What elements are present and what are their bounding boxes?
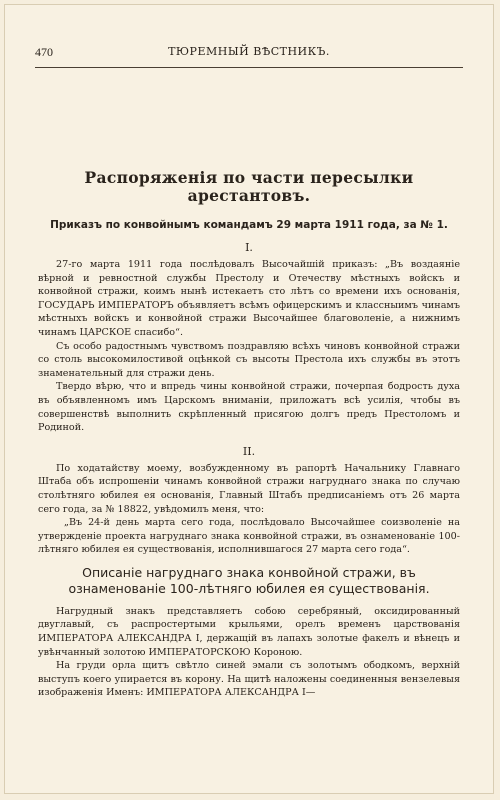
paragraph: По ходатайству моему, возбужденному въ рапортѣ Начальнику Главнаго Штаба объ испрошеніи чинамъ конвойной стражи нагруднаго знака по случаю столѣтняго юбилея ея основанія, Главный Штабъ предписаніемъ отъ 26 марта сего года, за № 18822, увѣдомилъ меня, что: bbox=[38, 462, 460, 515]
journal-title: ТЮРЕМНЫЙ ВѢСТНИКЪ. bbox=[168, 45, 330, 58]
paragraph: 27-го марта 1911 года послѣдовалъ Высочайшій приказъ: „Въ воздаяніе вѣрной и ревностной службы Престолу и Отечеству мѣстныхъ войскъ и конвойной стражи, коимъ нынѣ истекаетъ сто лѣтъ со времени ихъ основанія, ГОСУДАРЬ ИМПЕРАТОРЪ объявляетъ всѣмъ офицерскимъ и классныимъ чинамъ мѣстныхъ войскъ и конвойной стражи Высочайшее благоволеніе, а нижнимъ чинамъ ЦАРСКОЕ спасибо“. bbox=[38, 259, 460, 338]
spacer bbox=[38, 435, 460, 445]
page-number: 470 bbox=[35, 45, 53, 59]
badge-description-heading: Описаніе нагруднаго знака конвойной стражи, въ ознаменованіе 100-лѣтняго юбилея ея существованія. bbox=[68, 564, 430, 596]
document-page bbox=[4, 4, 494, 794]
paragraph: Нагрудный знакъ представляетъ собою серебряный, оксидированный двуглавый, съ распростертыми крыльями, орелъ временъ царствованія ИМПЕРАТОРА АЛЕКСАНДРА I, держащій въ лапахъ золотые факелъ и вѣнецъ и увѣнчанный золотою ИМПЕРАТОРСКОЮ Короною. bbox=[38, 605, 460, 658]
paragraph: Твердо вѣрю, что и впредь чины конвойной стражи, почерпая бодрость духа въ объявленномъ имъ Царскомъ вниманіи, приложатъ всѣ усилія, чтобы въ совершенствѣ выполнить скрѣпленный присягою долгъ предъ Престоломъ и Родиной. bbox=[38, 381, 460, 434]
paragraph: На груди орла щитъ свѣтло синей эмали съ золотымъ ободкомъ, верхній выступъ коего упирается въ корону. На щитѣ наложены соединенныя вензелевыя изображенія Именъ: ИМПЕРАТОРА АЛЕКСАНДРА I— bbox=[38, 660, 460, 699]
paragraph: Съ особо радостнымъ чувствомъ поздравляю всѣхъ чиновъ конвойной стражи со столь высокомилостивой оцѣнкой съ высоты Престола ихъ службы въ этотъ знаменательный для стражи день. bbox=[38, 340, 460, 379]
page-header bbox=[35, 45, 463, 63]
order-subtitle: Приказъ по конвойнымъ командамъ 29 марта 1911 года, за № 1. bbox=[50, 219, 448, 231]
article-title: Распоряженія по части пересылки арестантовъ. bbox=[84, 168, 414, 205]
section-number-2: II. bbox=[242, 444, 256, 458]
section-number-1: I. bbox=[245, 241, 253, 254]
paragraph-quote: „Въ 24-й день марта сего года, послѣдовало Высочайшее соизволеніе на утвержденіе проекта нагруднаго знака конвойной стражи, въ ознаменованіе 100-лѣтняго юбилея ея существованія, исполнившагося 27 марта сего года“. bbox=[38, 517, 460, 556]
article-body bbox=[38, 169, 460, 700]
header-rule bbox=[35, 67, 463, 68]
